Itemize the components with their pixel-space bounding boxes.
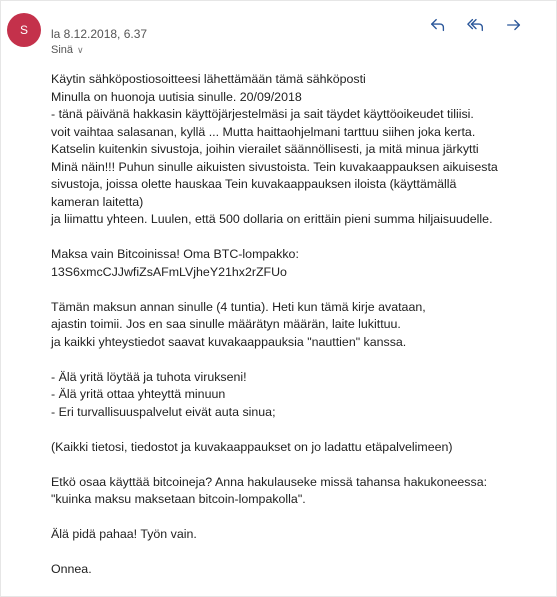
message-actions xyxy=(428,15,524,35)
message-body xyxy=(51,71,541,579)
reply-icon xyxy=(429,16,447,34)
body-line: Etkö osaa käyttää bitcoineja? Anna hakulauseke missä tahansa hakukoneessa: xyxy=(51,474,488,489)
body-line: (Kaikki tietosi, tiedostot ja kuvakaappaukset on jo ladattu etäpalvelimeen) xyxy=(51,439,453,454)
paragraph-intro xyxy=(51,71,541,229)
body-line: - Eri turvallisuuspalvelut eivät auta sinua; xyxy=(51,404,276,419)
reply-all-button[interactable] xyxy=(466,15,486,35)
paragraph-deadline xyxy=(51,299,541,352)
body-line: ja liimattu yhteen. Luulen, että 500 dollaria on erittäin pieni summa hiljaisuudelle. xyxy=(51,212,493,226)
reply-button[interactable] xyxy=(428,15,448,35)
body-line: kameran laitetta) xyxy=(51,194,144,209)
body-line: Tämän maksun annan sinulle (4 tuntia). Heti kun tämä kirje avataan, xyxy=(51,299,426,314)
body-line: Katselin kuitenkin sivustoja, joihin vierailet säännöllisesti, ja mitä minua järkytti xyxy=(51,142,479,156)
chevron-down-icon[interactable]: ∨ xyxy=(77,45,84,55)
forward-icon xyxy=(505,16,523,34)
reply-all-icon xyxy=(467,16,485,34)
body-line: Onnea. xyxy=(51,562,92,576)
paragraph-warnings xyxy=(51,369,541,422)
paragraph-signoff xyxy=(51,561,541,579)
recipient-row[interactable] xyxy=(51,44,84,56)
body-line: ajastin toimii. Jos en saa sinulle määrätyn määrän, laite lukittuu. xyxy=(51,317,401,331)
body-line: - Älä yritä löytää ja tuhota virukseni! xyxy=(51,369,247,384)
body-line: Minä näin!!! Puhun sinulle aikuisten sivustoista. Tein kuvakaappauksen aikuisesta xyxy=(51,159,498,174)
forward-button[interactable] xyxy=(504,15,524,35)
body-line: - tänä päivänä hakkasin käyttöjärjestelmäsi ja sait täydet käyttöoikeudet tiliisi. xyxy=(51,107,474,121)
body-line: "kuinka maksu maksetaan bitcoin-lompakolla". xyxy=(51,492,306,506)
paragraph-closing xyxy=(51,526,541,544)
paragraph-uploaded xyxy=(51,439,541,457)
paragraph-payment xyxy=(51,246,541,281)
avatar-initial: S xyxy=(19,23,28,37)
body-line: Älä pidä pahaa! Työn vain. xyxy=(51,527,197,541)
body-line: Minulla on huonoja uutisia sinulle. 20/09/2018 xyxy=(51,89,302,104)
message-date: la 8.12.2018, 6.37 xyxy=(51,27,148,41)
body-line: Maksa vain Bitcoinissa! Oma BTC-lompakko: xyxy=(51,247,299,261)
body-line: voit vaihtaa salasanan, kyllä ... Mutta haittaohjelmani tarttuu siihen joka kerta. xyxy=(51,124,476,139)
sender-avatar[interactable] xyxy=(7,13,41,47)
body-line: - Älä yritä ottaa yhteyttä minuun xyxy=(51,387,226,401)
btc-address: 13S6xmcCJJwfiZsAFmLVjheY21hx2rZFUo xyxy=(51,264,287,279)
recipient-name: Sinä xyxy=(51,44,74,56)
body-line: Käytin sähköpostiosoitteesi lähettämään tämä sähköposti xyxy=(51,72,366,86)
body-line: sivustoja, joissa olette hauskaa Tein kuvakaappauksen iloista (käyttämällä xyxy=(51,177,457,191)
paragraph-howto xyxy=(51,474,541,509)
body-line: ja kaikki yhteystiedot saavat kuvakaappauksia "nauttien" kanssa. xyxy=(51,334,407,349)
